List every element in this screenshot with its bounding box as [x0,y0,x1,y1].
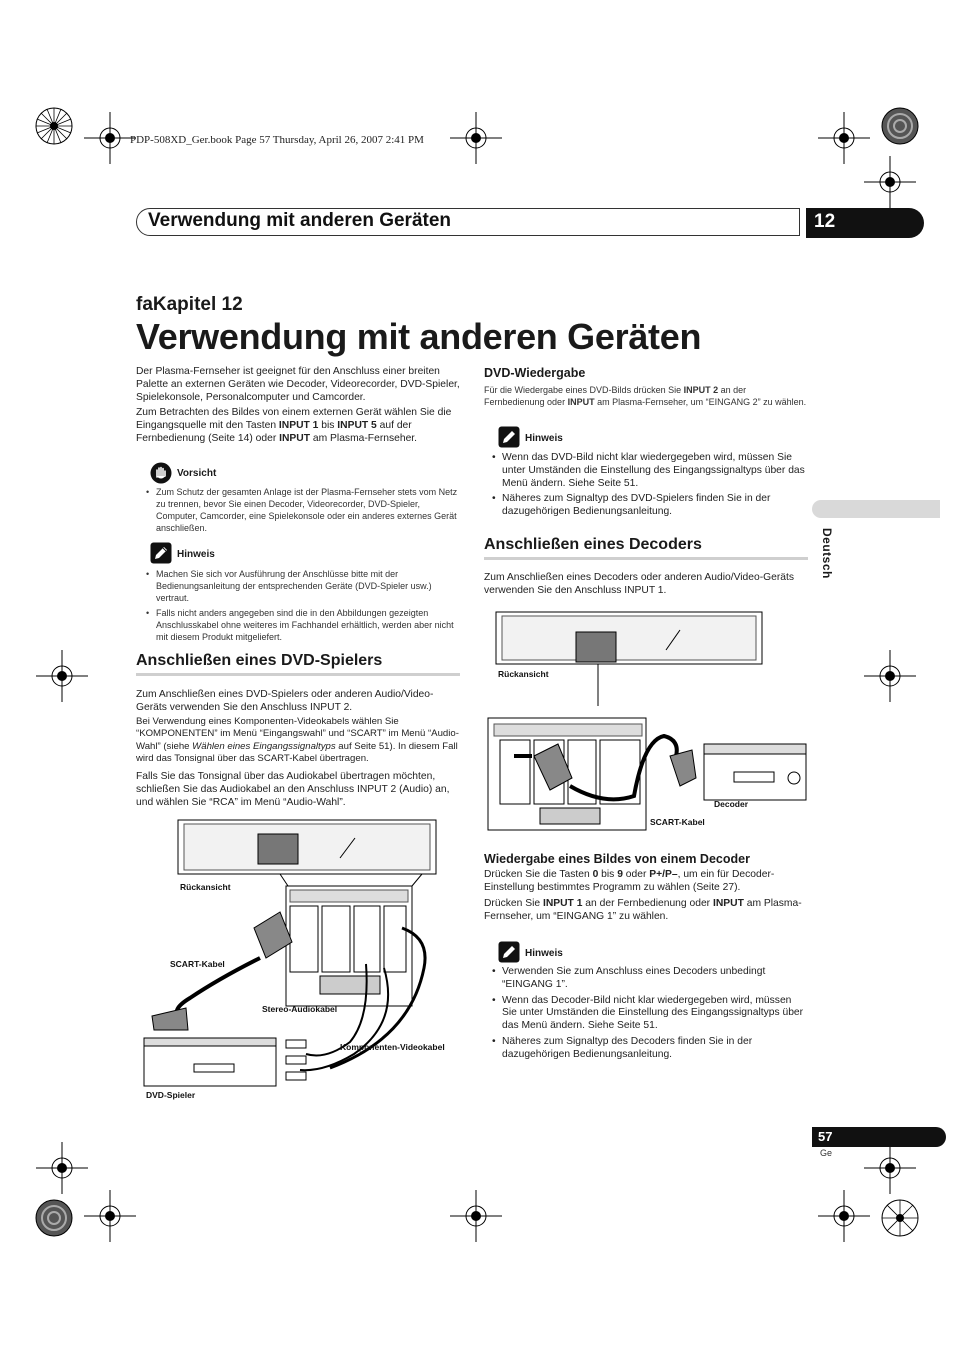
page-title: Verwendung mit anderen Geräten [136,316,702,357]
note-label: Hinweis [525,433,563,444]
crosshair-icon [32,646,92,706]
intro-paragraph: Der Plasma-Fernseher ist geeignet für den Anschluss einer breiten Palette an externen Geräten wie Decoder, Videorecorder, DVD-Spieler, Spielekonsole, Personalcomputer und Camcorder. [136,366,460,403]
list-item: • Wenn das Decoder-Bild nicht klar wiedergegeben wird, müssen Sie unter Umständen die Einstellung des Eingangssignaltyps über das Menü ändern. Siehe Seite 51. [492,995,808,1033]
playback-paragraph: Für die Wiedergabe eines DVD-Bilds drücken Sie INPUT 2 an der Fernbedienung oder INPUT am Plasma-Fernseher, um “EINGANG 2” zu wählen. [484,385,807,407]
figure-label: Rückansicht [498,669,549,679]
crosshair-icon [860,646,920,706]
page-language-code: Ge [820,1148,833,1158]
figure-label: SCART-Kabel [650,817,705,827]
dvd-paragraph-2: Bei Verwendung eines Komponenten-Videokabels wählen Sie “KOMPONENTEN” im Menü “Eingangswahl” und “SCART” im Menü “Audio-Wahl” (siehe Wählen eines Eingangssignaltyps auf Seite 51). In diesem Fall wird das Tonsignal über das SCART-Kabel übertragen. [136,716,459,765]
decoder-paragraph-3: Drücken Sie INPUT 1 an der Fernbedienung oder INPUT am Plasma-Fernseher, um “EINGANG 1” zu wählen. [484,898,802,922]
registration-mark-icon [870,96,930,156]
figure-label: Stereo-Audiokabel [262,1004,338,1014]
registration-mark-icon [870,1188,930,1248]
chapter-label: faKapitel 12 [136,294,243,315]
figure-label: SCART-Kabel [170,959,225,969]
registration-mark-icon [24,1188,84,1248]
dvd-section-heading: Anschließen eines DVD-Spielers [136,652,383,669]
caution-list [146,486,462,537]
decoder-paragraph-2: Drücken Sie die Tasten 0 bis 9 oder P+/P–, um ein für Decoder-Einstellung bestimmtes Programm zu wählen (Seite 27). [484,869,775,893]
crosshair-icon [814,1186,874,1246]
figure-label: Rückansicht [180,882,231,892]
figure-label: Decoder [714,799,749,809]
note-list [492,452,808,522]
decoder-paragraph-1: Zum Anschließen eines Decoders oder anderen Audio/Video-Geräts verwenden Sie den Anschluss INPUT 1. [484,572,795,596]
figure-label: DVD-Spieler [146,1090,196,1100]
list-item: • Näheres zum Signaltyp des Decoders finden Sie in der dazugehörigen Bedienungsanleitung. [492,1036,808,1062]
list-item: • Falls nicht anders angegeben sind die in den Abbildungen gezeigten Anschlusskabel ohne weiteres im Fachhandel erhältlich, werden aber nicht mit diesem Produkt mitgeliefert. [146,607,462,643]
dvd-paragraph-1: Zum Anschließen eines DVD-Spielers oder anderen Audio/Video-Geräts verwenden Sie den Anschluss INPUT 2. [136,689,434,713]
figure-label: Komponenten-Videokabel [340,1042,445,1052]
intro-paragraph-2: Zum Betrachten des Bildes von einem externen Gerät wählen Sie die Eingangsquelle mit den Tasten INPUT 1 bis INPUT 5 auf der Fernbedienung (Seite 14) oder INPUT am Plasma-Fernseher. [136,407,452,444]
crosshair-icon [80,1186,140,1246]
dvd-paragraph-3: Falls Sie das Tonsignal über das Audiokabel übertragen möchten, schließen Sie das Audiokabel an den Anschluss INPUT 2 (Audio) an, und wählen Sie “RCA” im Menü “Audio-Wahl”. [136,771,450,808]
note-list [146,568,462,646]
section-rule [484,557,808,560]
print-line: PDP-508XD_Ger.book Page 57 Thursday, April 26, 2007 2:41 PM [130,134,424,146]
crosshair-icon [446,108,506,168]
note-label: Hinweis [525,948,563,959]
section-rule [136,673,460,676]
list-item: • Zum Schutz der gesamten Anlage ist der Plasma-Fernseher stets vom Netz zu trennen, bevor Sie einen Decoder, Videorecorder, DVD-Spieler, Computer, Camcorder, eine Spielekonsole oder ein anderes externes Gerät anschließen. [146,486,462,534]
decoder-subheading: Wiedergabe eines Bildes von einem Decoder [484,852,750,866]
language-tab [812,500,940,518]
header-title: Verwendung mit anderen Geräten [148,210,452,231]
decoder-section-heading: Anschließen eines Decoders [484,536,702,553]
crosshair-icon [446,1186,506,1246]
registration-mark-icon [24,96,84,156]
note-label: Hinweis [177,549,215,560]
list-item: • Näheres zum Signaltyp des DVD-Spielers finden Sie in der dazugehörigen Bedienungsanleitung. [492,493,808,519]
language-label: Deutsch [820,528,834,579]
decoder-connection-diagram [484,610,814,832]
crosshair-icon [860,152,920,212]
list-item: • Wenn das DVD-Bild nicht klar wiedergegeben wird, müssen Sie unter Umständen die Einstellung des Eingangssignaltyps über das Menü ändern. Siehe Seite 51. [492,452,808,490]
chapter-number: 12 [814,211,836,232]
note-pencil-icon [498,941,520,963]
note-pencil-icon [150,542,172,564]
caution-hand-icon [150,462,172,484]
page-number: 57 [818,1129,833,1144]
list-item: • Verwenden Sie zum Anschluss eines Decoders unbedingt “EINGANG 1”. [492,966,808,992]
caution-label: Vorsicht [177,468,217,479]
note-pencil-icon [498,426,520,448]
playback-heading: DVD-Wiedergabe [484,366,586,380]
list-item: • Machen Sie sich vor Ausführung der Anschlüsse bitte mit der Bedienungsanleitung der entsprechenden Geräte (DVD-Spieler usw.) vertraut. [146,568,462,604]
note-list [492,966,808,1065]
